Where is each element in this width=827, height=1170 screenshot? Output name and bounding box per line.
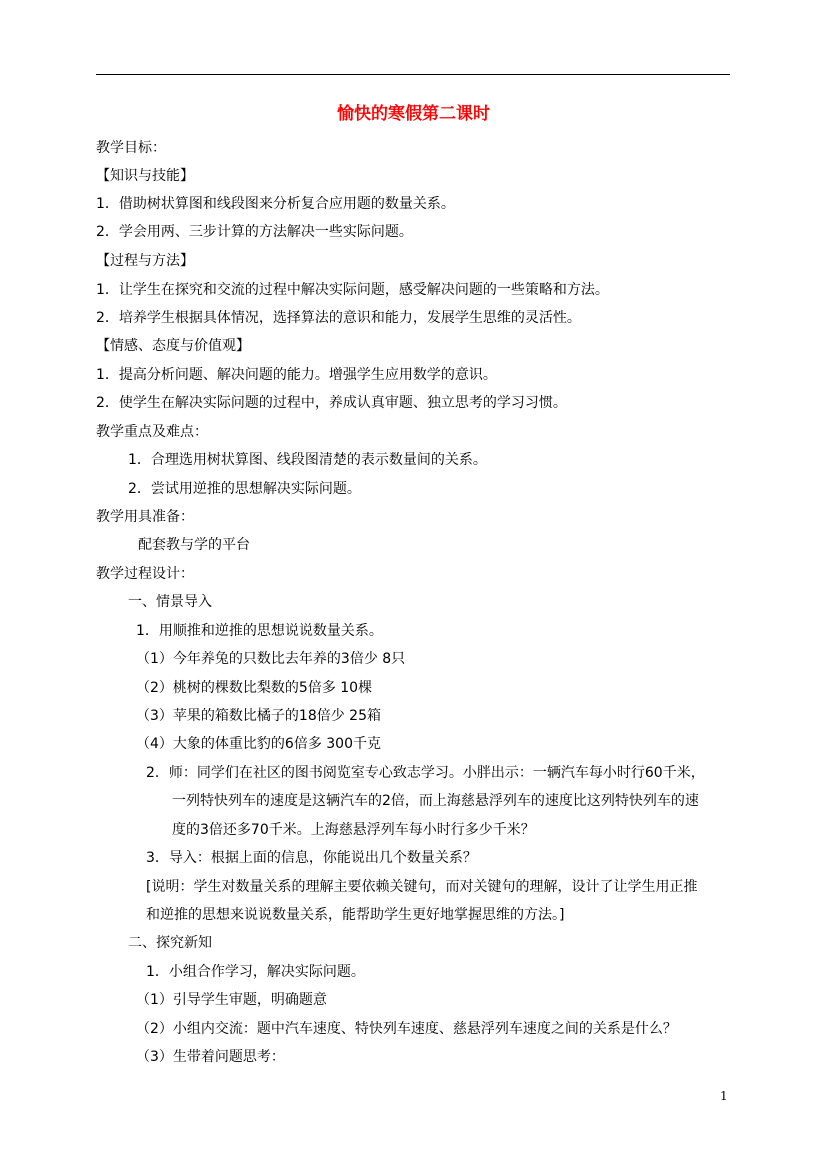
text-line: 配套教与学的平台	[138, 537, 250, 553]
page-number: 1	[720, 1089, 728, 1103]
text-line: 2．使学生在解决实际问题的过程中，养成认真审题、独立思考的学习习惯。	[96, 395, 567, 411]
text-line: 一列特快列车的速度是这辆汽车的2倍，而上海慈悬浮列车的速度比这列特快列车的速	[172, 793, 699, 809]
text-line: 一、情景导入	[128, 594, 212, 610]
text-line: （1）引导学生审题，明确题意	[136, 992, 327, 1008]
text-line: 【知识与技能】	[96, 168, 194, 184]
text-line: 二、探究新知	[128, 935, 212, 951]
text-line: [说明：学生对数量关系的理解主要依赖关键句，而对关键句的理解，设计了让学生用正推	[146, 879, 698, 895]
text-line: 度的3倍还多70千米。上海慈悬浮列车每小时行多少千米？	[172, 822, 535, 838]
text-line: （2）桃树的棵数比梨数的5倍多 10棵	[136, 680, 373, 696]
text-line: 2．学会用两、三步计算的方法解决一些实际问题。	[96, 224, 413, 240]
text-line: 2．师：同学们在社区的图书阅览室专心致志学习。小胖出示：一辆汽车每小时行60千米，	[146, 765, 705, 781]
text-line: 2．尝试用逆推的思想解决实际问题。	[128, 481, 361, 497]
text-line: 1．用顺推和逆推的思想说说数量关系。	[136, 623, 383, 639]
text-line: 教学目标：	[96, 140, 166, 156]
text-line: （3）生带着问题思考：	[136, 1049, 285, 1065]
text-line: 【情感、态度与价值观】	[96, 338, 250, 354]
header-rule	[96, 74, 730, 75]
document-title: 愉快的寒假第二课时	[337, 104, 490, 124]
text-line: （2）小组内交流：题中汽车速度、特快列车速度、慈悬浮列车速度之间的关系是什么？	[136, 1021, 677, 1037]
text-line: 【过程与方法】	[96, 253, 194, 269]
text-line: 1．合理选用树状算图、线段图清楚的表示数量间的关系。	[128, 452, 487, 468]
text-line: 1．小组合作学习，解决实际问题。	[146, 964, 365, 980]
text-line: 和逆推的思想来说说数量关系，能帮助学生更好地掌握思维的方法。]	[146, 907, 565, 923]
text-line: 1．提高分析问题、解决问题的能力。增强学生应用数学的意识。	[96, 367, 497, 383]
text-line: 1．让学生在探究和交流的过程中解决实际问题，感受解决问题的一些策略和方法。	[96, 282, 609, 298]
text-line: （1）今年养兔的只数比去年养的3倍少 8只	[136, 651, 406, 667]
text-line: （4）大象的体重比豹的6倍多 300千克	[136, 736, 381, 752]
text-line: 教学用具准备：	[96, 509, 194, 525]
text-line: 2．培养学生根据具体情况，选择算法的意识和能力，发展学生思维的灵活性。	[96, 310, 581, 326]
text-line: 教学过程设计：	[96, 566, 194, 582]
text-line: 1．借助树状算图和线段图来分析复合应用题的数量关系。	[96, 196, 455, 212]
text-line: 3．导入：根据上面的信息，你能说出几个数量关系？	[146, 850, 477, 866]
text-line: 教学重点及难点：	[96, 424, 208, 440]
text-line: （3）苹果的箱数比橘子的18倍少 25箱	[136, 708, 381, 724]
